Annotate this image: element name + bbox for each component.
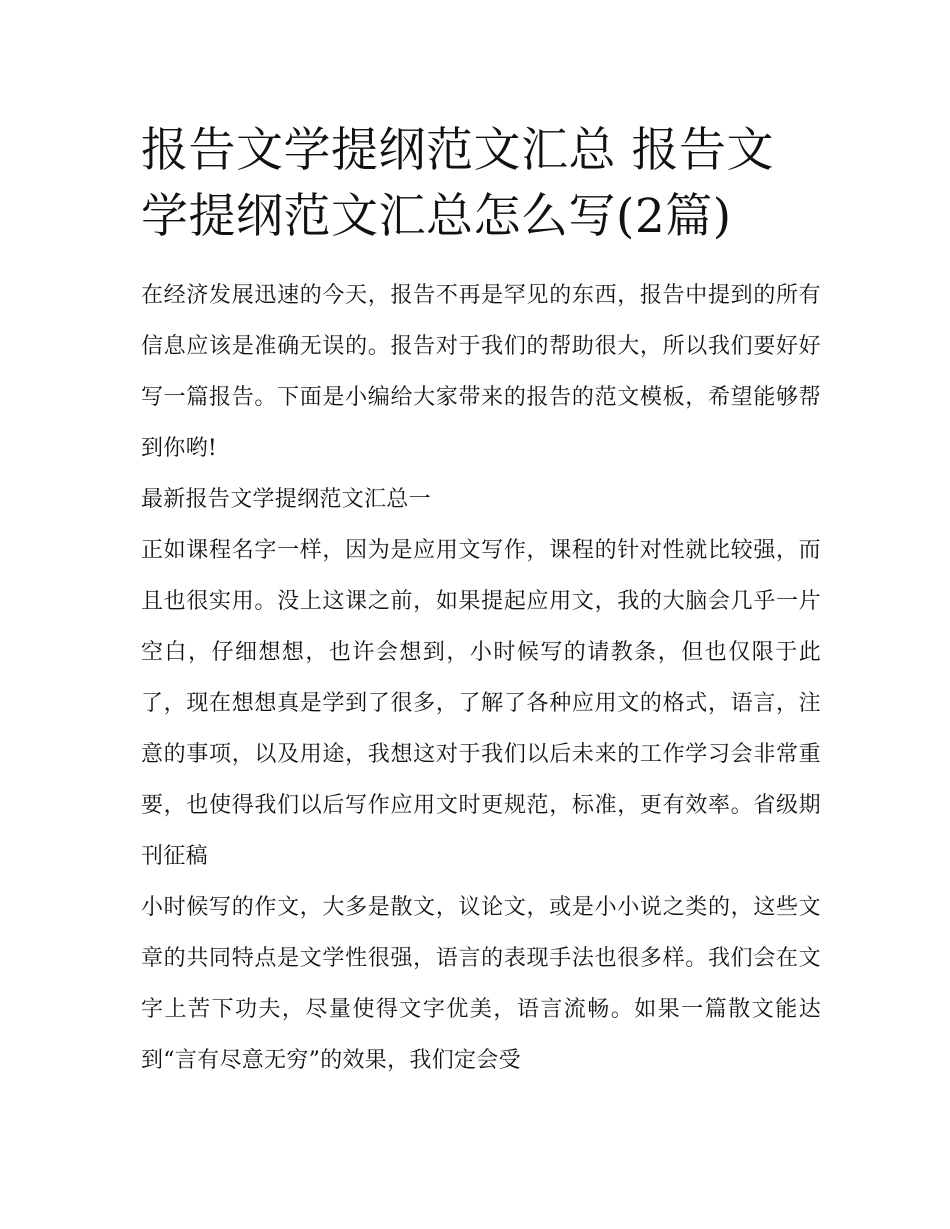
- section-heading: 最新报告文学提纲范文汇总一: [141, 487, 431, 512]
- document-content: [141, 118, 821, 1086]
- document-title: 报告文学提纲范文汇总 报告文学提纲范文汇总怎么写(2篇): [141, 123, 774, 244]
- body-paragraph-2: 小时候写的作文，大多是散文，议论文，或是小小说之类的，这些文章的共同特点是文学性很强，语言的表现手法也很多样。我们会在文字上苦下功夫，尽量使得文字优美，语言流畅。如果一篇散文能达到“言有尽意无穷”的效果，我们定会受: [141, 895, 821, 1073]
- body-paragraph-1: 正如课程名字一样，因为是应用文写作，课程的针对性就比较强，而且也很实用。没上这课之前，如果提起应用文，我的大脑会几乎一片空白，仔细想想，也许会想到，小时候写的请教条，但也仅限于此了，现在想想真是学到了很多，了解了各种应用文的格式，语言，注意的事项，以及用途，我想这对于我们以后未来的工作学习会非常重要，也使得我们以后写作应用文时更规范，标准，更有效率。省级期刊征稿: [141, 538, 821, 869]
- intro-paragraph: 在经济发展迅速的今天，报告不再是罕见的东西，报告中提到的所有信息应该是准确无误的。报告对于我们的帮助很大，所以我们要好好写一篇报告。下面是小编给大家带来的报告的范文模板，希望能够帮到你哟!: [141, 283, 821, 461]
